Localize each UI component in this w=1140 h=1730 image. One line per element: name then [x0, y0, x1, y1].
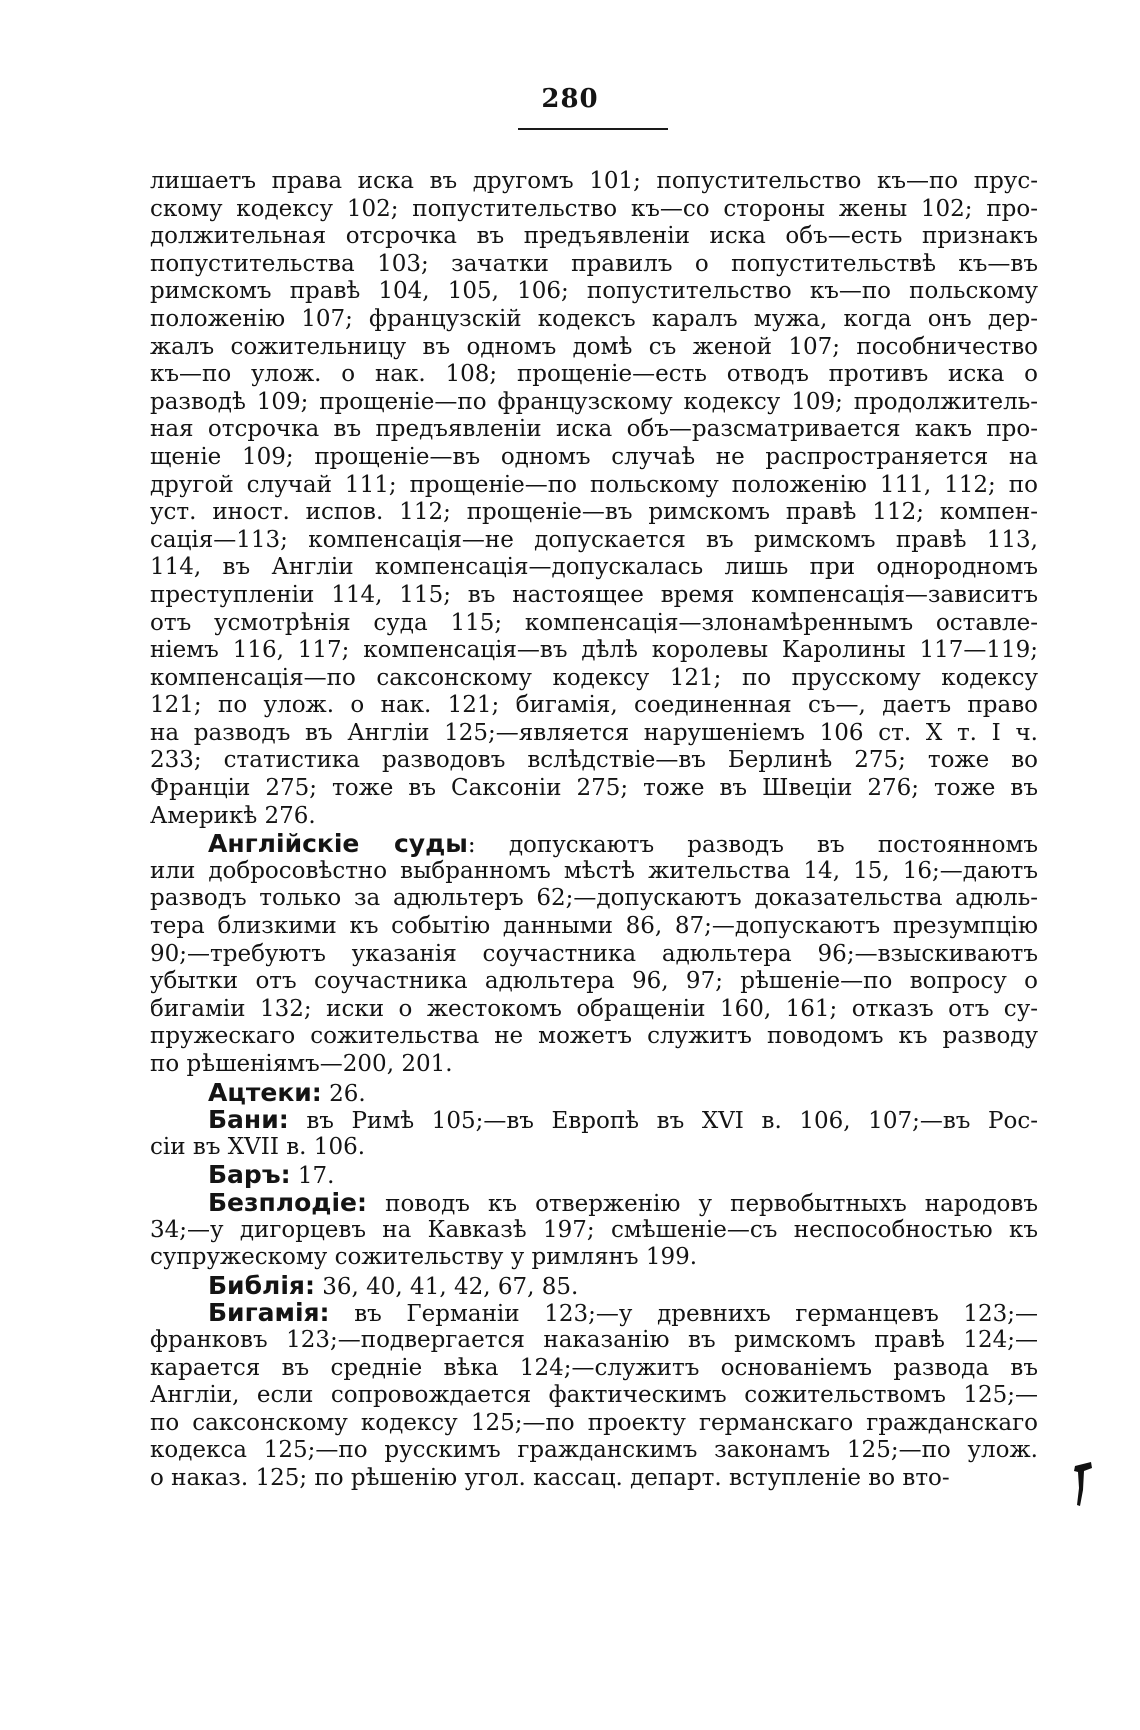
index-text-line: [150, 1327, 1038, 1355]
index-line-text: 121; по улож. о нак. 121; бигамія, соединенная съ—, даетъ право: [150, 692, 1038, 719]
index-line-text: сація—113; компенсація—не допускается въ римскомъ правѣ 113,: [150, 526, 1038, 553]
index-line-text: разводѣ 109; прощеніе—по французскому кодексу 109; продолжитель-: [150, 388, 1038, 415]
index-text-line: [150, 913, 1038, 941]
index-text-line: [150, 527, 1038, 555]
index-text-column: [150, 168, 1038, 1493]
index-text-line: [150, 692, 1038, 720]
index-headword: Безплодіе:: [208, 1188, 368, 1217]
index-line-text: въ Римѣ 105;—въ Европѣ въ XVI в. 106, 107;—въ Рос-: [288, 1108, 1038, 1134]
index-headword: Баръ:: [208, 1161, 291, 1189]
index-text-line: [150, 223, 1038, 251]
index-line-text: 233; статистика разводовъ вслѣдствіе—въ Берлинѣ 275; тоже во: [150, 747, 1038, 774]
index-text-line: [150, 665, 1038, 693]
index-text-line: [150, 278, 1038, 306]
index-text-line: [150, 610, 1038, 638]
index-text-line: [150, 637, 1038, 665]
index-text-line: [150, 1051, 1038, 1079]
index-line-text: скому кодексу 102; попустительство къ—со стороны жены 102; про-: [150, 195, 1038, 222]
index-line-text: 17.: [290, 1163, 335, 1189]
index-line-text: ніемъ 116, 117; компенсація—въ дѣлѣ королевы Каролины 117—119;: [150, 637, 1038, 664]
index-text-line: [150, 306, 1038, 334]
index-text-line: [150, 775, 1038, 803]
index-text-line: [150, 1023, 1038, 1051]
index-text-line: [150, 361, 1038, 389]
index-text-line: [150, 1410, 1038, 1438]
index-headword: Бигамія:: [208, 1299, 330, 1327]
index-text-line: [150, 196, 1038, 224]
index-line-text: по рѣшеніямъ—200, 201.: [150, 1051, 453, 1077]
index-line-text: или добросовѣстно выбранномъ мѣстѣ жительства 14, 15, 16;—даютъ: [150, 857, 1038, 884]
index-line-text: компенсація—по саксонскому кодексу 121; по прусскому кодексу: [150, 664, 1038, 691]
index-headword: Библія:: [208, 1271, 315, 1300]
index-line-text: на разводъ въ Англіи 125;—является нарушеніемъ 106 ст. X т. I ч.: [150, 719, 1038, 746]
index-text-line: [150, 389, 1038, 417]
index-text-line: [150, 416, 1038, 444]
index-text-line: [150, 1382, 1038, 1410]
index-entry-start-line: [150, 1272, 1038, 1300]
index-line-text: бигаміи 132; иски о жестокомъ обращеніи 160, 161; отказъ отъ су-: [150, 995, 1038, 1022]
index-text-line: [150, 444, 1038, 472]
index-text-line: [150, 803, 1038, 831]
index-line-text: преступленіи 114, 115; въ настоящее время компенсація—зависитъ: [150, 581, 1038, 608]
index-text-line: [150, 1244, 1038, 1272]
index-line-text: Америкѣ 276.: [150, 802, 316, 829]
index-line-text: 34;—у дигорцевъ на Кавказѣ 197; смѣшеніе—съ неспособностью къ: [150, 1216, 1038, 1243]
index-line-text: 90;—требуютъ указанія соучастника адюльтера 96;—взыскиваютъ: [150, 940, 1038, 967]
index-line-text: : допускаютъ разводъ въ постоянномъ: [467, 832, 1038, 858]
index-text-line: [150, 582, 1038, 610]
index-text-line: [150, 720, 1038, 748]
index-text-line: [150, 1134, 1038, 1162]
index-line-text: о наказ. 125; по рѣшенію угол. кассац. департ. вступленіе во вто-: [150, 1464, 950, 1491]
index-line-text: Англіи, если сопровождается фактическимъ сожительствомъ 125;—: [150, 1382, 1038, 1409]
index-text-line: [150, 996, 1038, 1024]
index-entry-start-line: [150, 830, 1038, 858]
index-text-line: [150, 941, 1038, 969]
index-line-text: жалъ сожительницу въ одномъ домѣ съ женой 107; пособничество: [150, 333, 1038, 360]
index-entry-start-line: [150, 1161, 1038, 1189]
index-line-text: по саксонскому кодексу 125;—по проекту германскаго гражданскаго: [150, 1409, 1038, 1436]
page-number: 280: [541, 84, 599, 114]
index-line-text: 114, въ Англіи компенсація—допускалась лишь при однородномъ: [150, 554, 1038, 581]
index-text-line: [150, 1355, 1038, 1383]
index-line-text: ная отсрочка въ предъявленіи иска объ—разсматривается какъ про-: [150, 416, 1038, 443]
index-entry-start-line: [150, 1299, 1038, 1327]
index-line-text: другой случай 111; прощеніе—по польскому положенію 111, 112; по: [150, 471, 1038, 498]
index-line-text: карается въ средніе вѣка 124;—служитъ основаніемъ развода въ: [150, 1354, 1038, 1381]
index-line-text: пружескаго сожительства не можетъ служитъ поводомъ къ разводу: [150, 1023, 1038, 1050]
ink-blot-mark: [1072, 1460, 1094, 1510]
index-line-text: поводъ къ отверженію у первобытныхъ народовъ: [367, 1190, 1038, 1217]
index-line-text: кодекса 125;—по русскимъ гражданскимъ законамъ 125;—по улож.: [150, 1437, 1038, 1464]
index-line-text: положенію 107; французскій кодексъ каралъ мужа, когда онъ дер-: [150, 305, 1038, 332]
index-line-text: уст. иност. испов. 112; прощеніе—въ римскомъ правѣ 112; компен-: [150, 499, 1038, 526]
index-line-text: 36, 40, 41, 42, 67, 85.: [314, 1273, 579, 1300]
index-text-line: [150, 554, 1038, 582]
index-entry-start-line: [150, 1189, 1038, 1217]
index-line-text: Франціи 275; тоже въ Саксоніи 275; тоже въ Швеціи 276; тоже въ: [150, 775, 1038, 802]
index-line-text: попустительства 103; зачатки правилъ о попустительствѣ къ—въ: [150, 250, 1038, 277]
index-line-text: разводъ только за адюльтеръ 62;—допускаютъ доказательства адюль-: [150, 885, 1038, 912]
index-line-text: супружескому сожительству у римлянъ 199.: [150, 1244, 698, 1271]
index-entry-start-line: [150, 1079, 1038, 1107]
index-line-text: къ—по улож. о нак. 108; прощеніе—есть отводъ противъ иска о: [150, 361, 1038, 388]
index-line-text: римскомъ правѣ 104, 105, 106; попустительство къ—по польскому: [150, 278, 1038, 305]
index-text-line: [150, 499, 1038, 527]
index-text-line: [150, 747, 1038, 775]
index-headword: Ацтеки:: [208, 1078, 322, 1107]
index-headword: Англійскіе суды: [208, 830, 468, 858]
index-line-text: въ Германіи 123;—у древнихъ германцевъ 123;—: [329, 1301, 1038, 1327]
index-text-line: [150, 472, 1038, 500]
index-text-line: [150, 885, 1038, 913]
index-headword: Бани:: [208, 1106, 289, 1134]
index-line-text: 26.: [321, 1080, 366, 1107]
index-entry-start-line: [150, 1106, 1038, 1134]
index-text-line: [150, 168, 1038, 196]
index-line-text: щеніе 109; прощеніе—въ одномъ случаѣ не распространяется на: [150, 443, 1038, 470]
index-line-text: тера близкими къ событію данными 86, 87;—допускаютъ презумпцію: [150, 913, 1038, 940]
index-line-text: отъ усмотрѣнія суда 115; компенсація—злонамѣреннымъ оставле-: [150, 609, 1038, 636]
index-text-line: [150, 858, 1038, 886]
index-text-line: [150, 334, 1038, 362]
index-line-text: франковъ 123;—подвергается наказанію въ римскомъ правѣ 124;—: [150, 1326, 1038, 1353]
index-text-line: [150, 968, 1038, 996]
index-text-line: [150, 1217, 1038, 1245]
page-number-rule: [518, 128, 668, 130]
index-line-text: лишаетъ права иска въ другомъ 101; попустительство къ—по прус-: [150, 168, 1038, 194]
index-line-text: сіи въ XVII в. 106.: [150, 1133, 366, 1160]
index-text-line: [150, 251, 1038, 279]
index-line-text: должительная отсрочка въ предъявленіи иска объ—есть признакъ: [150, 223, 1038, 250]
index-line-text: убытки отъ соучастника адюльтера 96, 97; рѣшеніе—по вопросу о: [150, 968, 1038, 995]
index-text-line: [150, 1437, 1038, 1465]
index-text-line: [150, 1465, 1038, 1493]
